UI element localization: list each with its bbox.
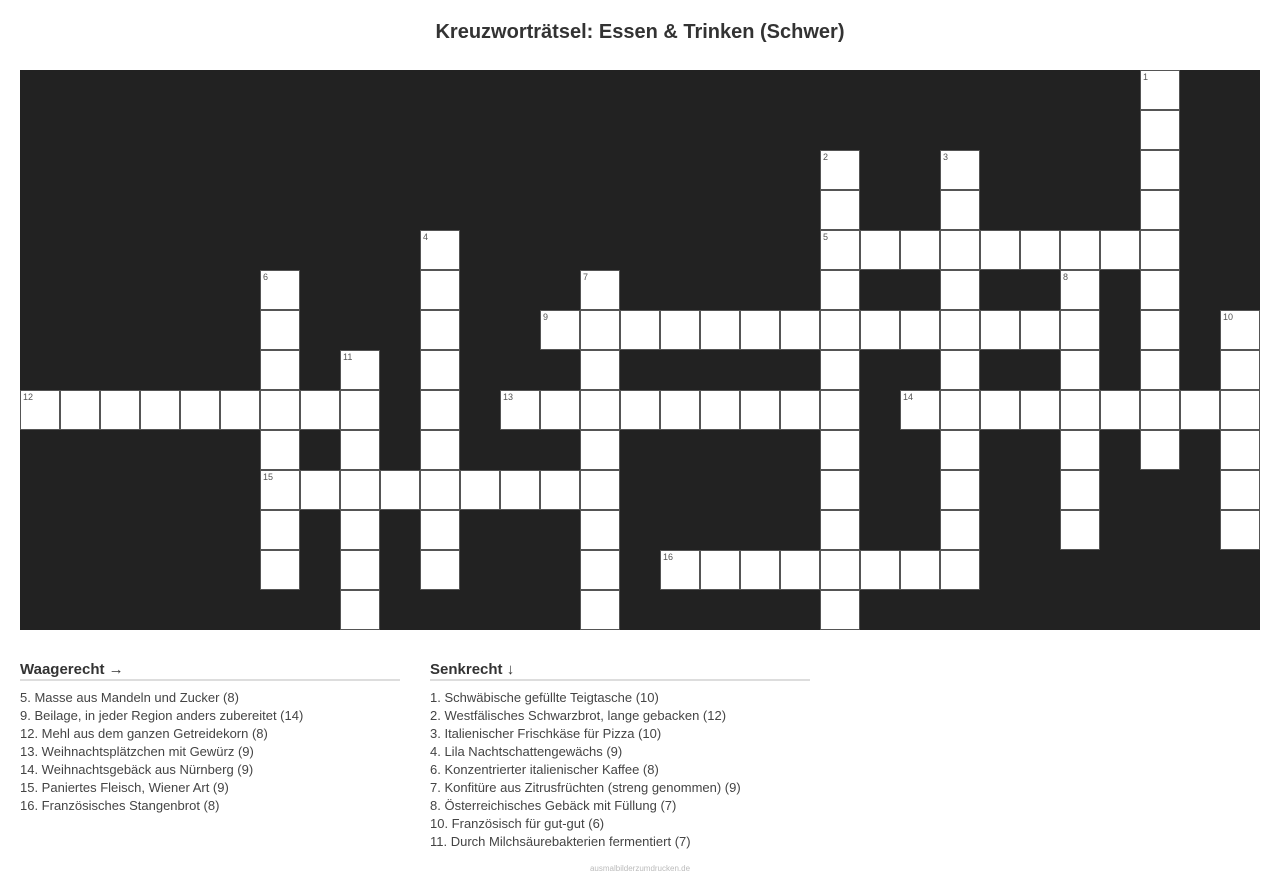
grid-cell[interactable] [1140,430,1180,470]
grid-cell[interactable] [1060,310,1100,350]
grid-cell[interactable] [540,470,580,510]
grid-cell[interactable] [580,270,620,310]
grid-cell[interactable] [420,470,460,510]
grid-cell[interactable] [940,350,980,390]
grid-cell[interactable] [940,430,980,470]
grid-cell[interactable] [1140,390,1180,430]
grid-cell[interactable] [740,390,780,430]
grid-cell[interactable] [780,550,820,590]
grid-cell[interactable] [420,350,460,390]
grid-cell[interactable] [1140,230,1180,270]
grid-cell[interactable] [820,390,860,430]
clue-number: 10 [1223,312,1234,322]
grid-cell[interactable] [260,390,300,430]
grid-cell[interactable] [940,270,980,310]
grid-cell[interactable] [620,390,660,430]
grid-cell[interactable] [660,550,700,590]
grid-cell[interactable] [820,550,860,590]
down-clue: 3. Italienischer Frischkäse für Pizza (10) [430,726,662,741]
across-clue: 5. Masse aus Mandeln und Zucker (8) [20,690,239,705]
grid-cell[interactable] [300,390,340,430]
grid-cell[interactable] [300,470,340,510]
grid-cell[interactable] [20,390,60,430]
down-clue: 10. Französisch für gut-gut (6) [430,816,605,831]
grid-cell[interactable] [580,470,620,510]
clue-number: 11 [343,352,353,362]
grid-cell[interactable] [1220,310,1260,350]
grid-cell[interactable] [1220,390,1260,430]
down-clue: 8. Österreichisches Gebäck mit Füllung (7) [430,798,677,813]
grid-cell[interactable] [820,510,860,550]
grid-cell[interactable] [820,190,860,230]
grid-cell[interactable] [660,390,700,430]
grid-cell[interactable] [980,390,1020,430]
grid-cell[interactable] [540,390,580,430]
down-clue: 7. Konfitüre aus Zitrusfrüchten (streng genommen) (9) [430,780,741,795]
across-clue: 9. Beilage, in jeder Region anders zubereitet (14) [20,708,304,723]
grid-cell[interactable] [1140,110,1180,150]
across-clues [20,662,400,815]
grid-cell[interactable] [580,590,620,630]
grid-cell[interactable] [340,430,380,470]
grid-cell[interactable] [940,550,980,590]
grid-cell[interactable] [940,470,980,510]
grid-cell[interactable] [740,310,780,350]
grid-cell[interactable] [1220,510,1260,550]
grid-cell[interactable] [1220,350,1260,390]
grid-cell[interactable] [700,310,740,350]
grid-cell[interactable] [820,350,860,390]
across-clue: 14. Weihnachtsgebäck aus Nürnberg (9) [20,762,254,777]
grid-cell[interactable] [580,350,620,390]
clue-number: 16 [663,552,674,562]
grid-cell[interactable] [860,310,900,350]
grid-cell[interactable] [420,390,460,430]
grid-cell[interactable] [780,310,820,350]
grid-cell[interactable] [900,390,940,430]
clue-number: 3 [943,152,949,162]
grid-cell[interactable] [900,550,940,590]
across-clue: 13. Weihnachtsplätzchen mit Gewürz (9) [20,744,254,759]
grid-cell[interactable] [1060,350,1100,390]
across-clue: 16. Französisches Stangenbrot (8) [20,798,220,813]
grid-cell[interactable] [820,230,860,270]
clue-number: 6 [263,272,269,282]
grid-cell[interactable] [420,430,460,470]
grid-cell[interactable] [420,310,460,350]
grid-cell[interactable] [1100,390,1140,430]
grid-cell[interactable] [1140,70,1180,110]
clue-number: 9 [543,312,549,322]
grid-cell[interactable] [220,390,260,430]
grid-cell[interactable] [1060,390,1100,430]
grid-cell[interactable] [620,310,660,350]
grid-cell[interactable] [820,590,860,630]
grid-cell[interactable] [700,550,740,590]
grid-cell[interactable] [1140,350,1180,390]
grid-cell[interactable] [1020,230,1060,270]
grid-cell[interactable] [940,150,980,190]
grid-cell[interactable] [100,390,140,430]
grid-cell[interactable] [1060,430,1100,470]
grid-cell[interactable] [260,270,300,310]
grid-cell[interactable] [700,390,740,430]
clue-number: 12 [23,392,34,402]
grid-cell[interactable] [580,510,620,550]
grid-cell[interactable] [260,510,300,550]
clue-number: 14 [903,392,914,402]
grid-cell[interactable] [860,230,900,270]
down-clue: 1. Schwäbische gefüllte Teigtasche (10) [430,690,659,705]
grid-cell[interactable] [1140,150,1180,190]
grid-cell[interactable] [980,310,1020,350]
clue-number: 5 [823,232,829,242]
grid-cell[interactable] [580,430,620,470]
grid-cell[interactable] [260,430,300,470]
grid-cell[interactable] [1060,230,1100,270]
clue-number: 2 [823,152,829,162]
grid-cell[interactable] [900,230,940,270]
grid-cell[interactable] [260,310,300,350]
grid-cell[interactable] [1060,510,1100,550]
grid-cell[interactable] [460,470,500,510]
grid-cell[interactable] [420,230,460,270]
grid-cell[interactable] [540,310,580,350]
grid-cell[interactable] [860,550,900,590]
grid-cell[interactable] [780,390,820,430]
down-heading: Senkrecht ↓ [430,662,810,681]
grid-cell[interactable] [500,390,540,430]
grid-cell[interactable] [340,550,380,590]
across-clue: 12. Mehl aus dem ganzen Getreidekorn (8) [20,726,268,741]
grid-cell[interactable] [940,230,980,270]
page-title: Kreuzworträtsel: Essen & Trinken (Schwer) [435,21,845,43]
clue-number: 13 [503,392,514,402]
grid-cell[interactable] [740,550,780,590]
grid-cell[interactable] [660,310,700,350]
grid-cell[interactable] [1140,190,1180,230]
grid-cell[interactable] [1140,310,1180,350]
grid-cell[interactable] [580,310,620,350]
clue-number: 7 [583,272,589,282]
clue-number: 1 [1143,72,1149,82]
grid-cell[interactable] [1060,470,1100,510]
grid-cell[interactable] [820,470,860,510]
footer-credit: ausmalbilderzumdrucken.de [589,864,691,873]
grid-cell[interactable] [340,350,380,390]
grid-cell[interactable] [420,510,460,550]
grid-cell[interactable] [980,230,1020,270]
down-clue: 6. Konzentrierter italienischer Kaffee (8) [430,762,659,777]
grid-cell[interactable] [180,390,220,430]
grid-cell[interactable] [140,390,180,430]
clue-number: 15 [263,472,274,482]
grid-cell[interactable] [420,550,460,590]
grid-cell[interactable] [340,510,380,550]
down-clue: 11. Durch Milchsäurebakterien fermentiert (7) [430,834,691,849]
grid-cell[interactable] [340,590,380,630]
grid-cell[interactable] [340,470,380,510]
across-heading: Waagerecht → [20,662,400,681]
across-clue: 15. Paniertes Fleisch, Wiener Art (9) [20,780,229,795]
grid-cell[interactable] [1180,390,1220,430]
grid-cell[interactable] [940,390,980,430]
grid-cell[interactable] [500,470,540,510]
grid-cell[interactable] [420,270,460,310]
grid-cell[interactable] [580,550,620,590]
grid-cell[interactable] [1220,470,1260,510]
grid-cell[interactable] [580,390,620,430]
down-clues [430,662,810,851]
grid-cell[interactable] [820,430,860,470]
grid-cell[interactable] [1020,310,1060,350]
grid-cell[interactable] [940,310,980,350]
grid-cell[interactable] [940,510,980,550]
clue-number: 8 [1063,272,1069,282]
grid-cell[interactable] [260,470,300,510]
grid-cell[interactable] [340,390,380,430]
crossword-grid [20,70,1260,630]
grid-cell[interactable] [260,350,300,390]
grid-cell[interactable] [1020,390,1060,430]
down-clue: 4. Lila Nachtschattengewächs (9) [430,744,623,759]
grid-cell[interactable] [260,550,300,590]
grid-cell[interactable] [60,390,100,430]
grid-cell[interactable] [820,310,860,350]
grid-cell[interactable] [820,270,860,310]
grid-cell[interactable] [380,470,420,510]
grid-cell[interactable] [1140,270,1180,310]
grid-cell[interactable] [900,310,940,350]
clue-number: 4 [423,232,429,242]
grid-cell[interactable] [940,190,980,230]
down-clue: 2. Westfälisches Schwarzbrot, lange gebacken (12) [430,708,727,723]
grid-cell[interactable] [1060,270,1100,310]
grid-cell[interactable] [1220,430,1260,470]
grid-cell[interactable] [1100,230,1140,270]
grid-cell[interactable] [820,150,860,190]
